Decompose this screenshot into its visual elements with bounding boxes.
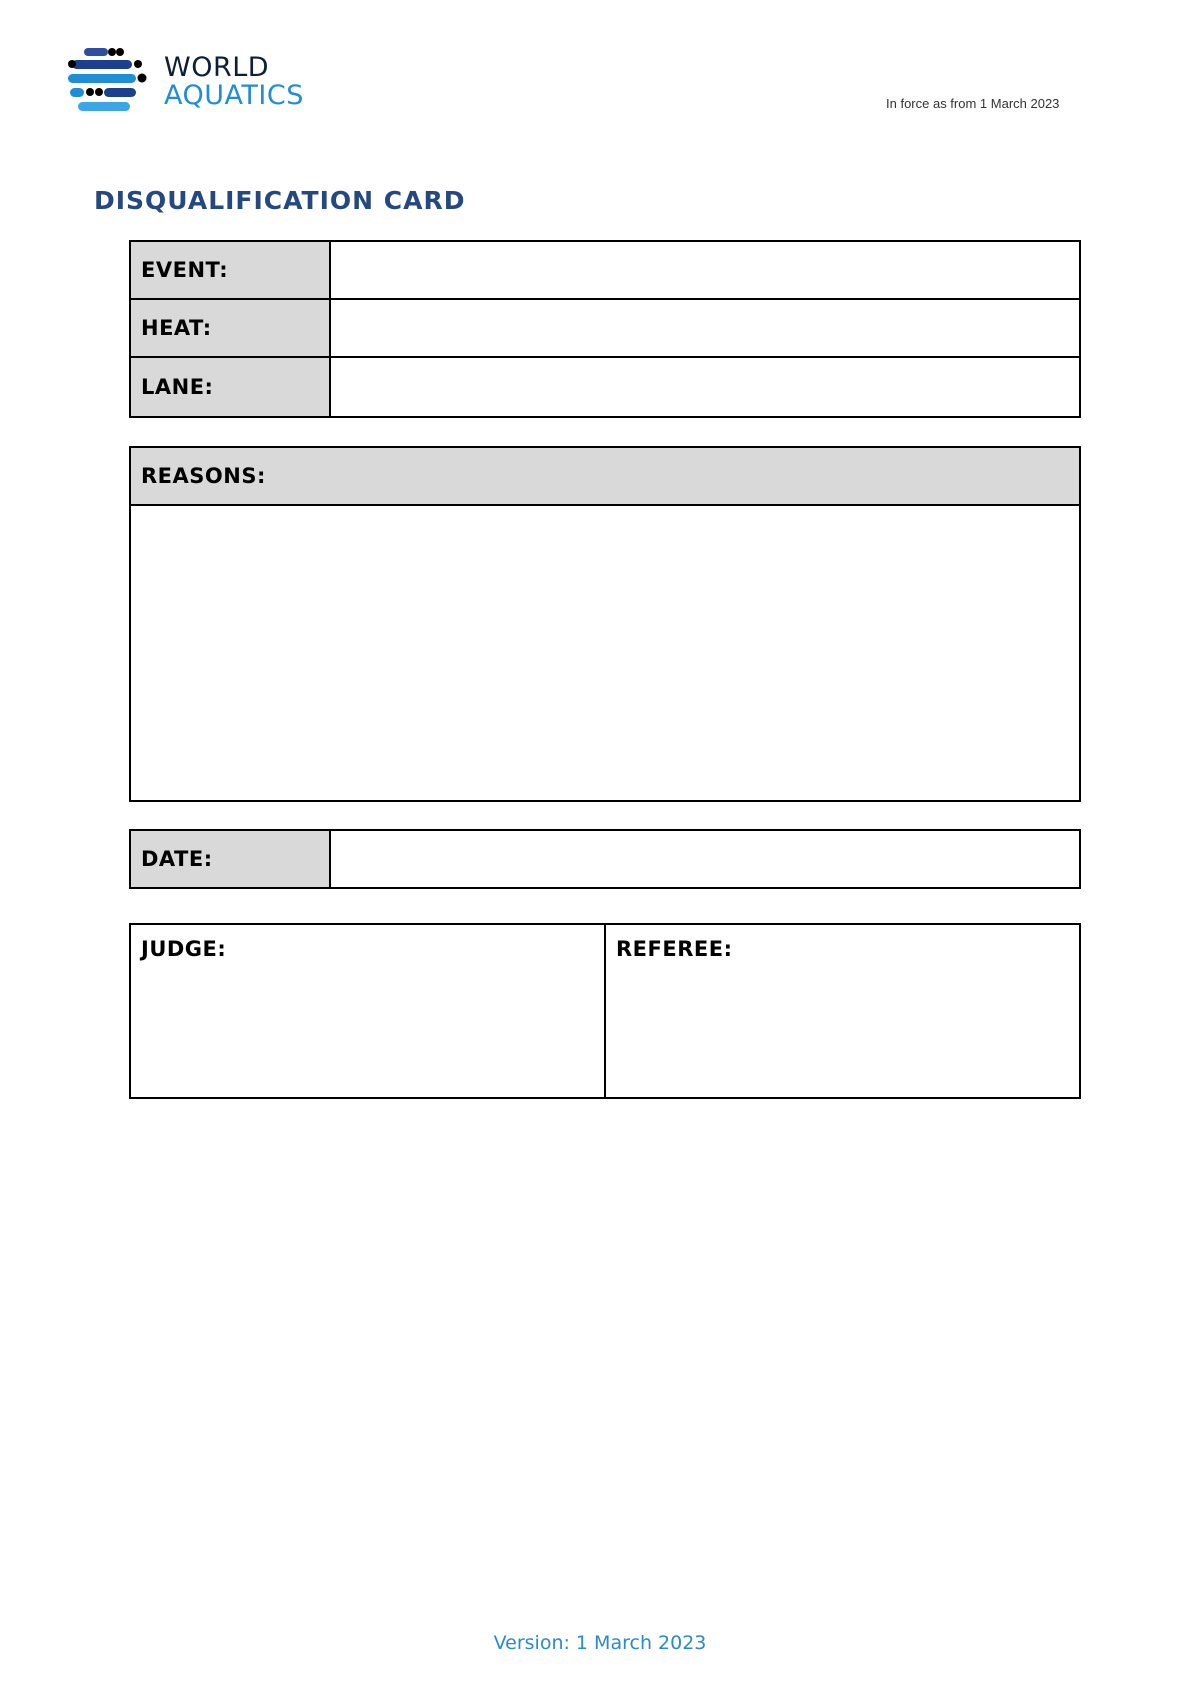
lane-row bbox=[131, 358, 1079, 416]
page-title: DISQUALIFICATION CARD bbox=[94, 186, 466, 215]
event-label: EVENT: bbox=[131, 242, 331, 298]
world-aquatics-logo bbox=[68, 46, 358, 122]
lane-field[interactable] bbox=[331, 358, 1079, 416]
version-footer: Version: 1 March 2023 bbox=[493, 1632, 707, 1654]
logo-wordmark bbox=[164, 54, 304, 110]
judge-signature-field[interactable] bbox=[131, 925, 606, 1097]
judge-label: JUDGE: bbox=[141, 937, 227, 961]
reasons-table bbox=[129, 446, 1081, 802]
date-table bbox=[129, 829, 1081, 889]
referee-signature-field[interactable] bbox=[606, 925, 1079, 1097]
event-row bbox=[131, 242, 1079, 300]
date-field[interactable] bbox=[331, 831, 1079, 887]
world-aquatics-logo-icon bbox=[68, 46, 150, 122]
date-label: DATE: bbox=[131, 831, 331, 887]
signature-table bbox=[129, 923, 1081, 1099]
reasons-label: REASONS: bbox=[131, 448, 1079, 506]
logo-line-aquatics: AQUATICS bbox=[164, 80, 304, 111]
heat-label: HEAT: bbox=[131, 300, 331, 356]
date-row bbox=[131, 831, 1079, 887]
lane-label: LANE: bbox=[131, 358, 331, 416]
in-force-date: In force as from 1 March 2023 bbox=[886, 96, 1060, 111]
referee-label: REFEREE: bbox=[616, 937, 733, 961]
reasons-field[interactable] bbox=[131, 506, 1079, 800]
logo-line-world: WORLD bbox=[164, 52, 270, 83]
event-field[interactable] bbox=[331, 242, 1079, 298]
heat-row bbox=[131, 300, 1079, 358]
event-details-table bbox=[129, 240, 1081, 418]
heat-field[interactable] bbox=[331, 300, 1079, 356]
